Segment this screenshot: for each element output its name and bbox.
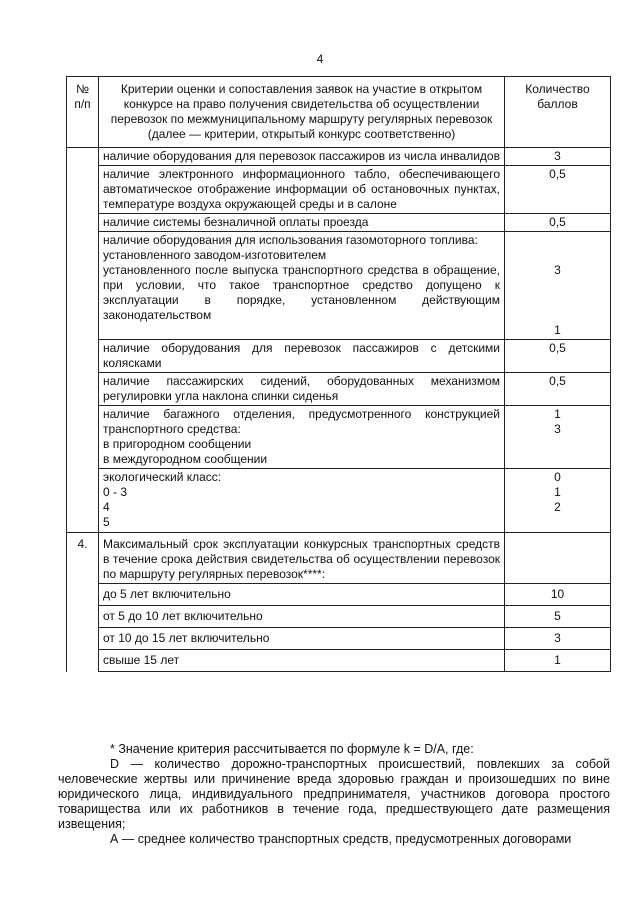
score-cell: 0,5	[505, 340, 611, 373]
table-row	[67, 650, 611, 672]
criteria-cell: наличие системы безналичной оплаты проезда	[99, 214, 505, 232]
score-cell: 3	[505, 628, 611, 650]
criteria-line: в междугородном сообщении	[103, 452, 268, 466]
criteria-line: 0 - 3	[103, 485, 128, 499]
score-value: 3	[554, 422, 561, 436]
criteria-line: 4	[103, 500, 110, 514]
header-score: Количество баллов	[505, 77, 611, 148]
score-value: 2	[554, 500, 561, 514]
criteria-cell	[99, 406, 505, 469]
table-row	[67, 533, 611, 584]
criteria-cell: до 5 лет включительно	[99, 584, 505, 606]
criteria-cell: от 10 до 15 лет включительно	[99, 628, 505, 650]
score-value: 1	[554, 407, 561, 421]
score-cell: 3	[505, 148, 611, 166]
criteria-line: установленного после выпуска транспортного средства в обращение, при условии, что такое транспортное средство допущено к эксплуатации в порядке, установленном действующим законодательством	[103, 263, 500, 322]
criteria-table	[66, 76, 611, 672]
table-header-row	[67, 77, 611, 148]
score-cell: 10	[505, 584, 611, 606]
criteria-cell	[99, 469, 505, 533]
table-row	[67, 606, 611, 628]
criteria-line: в пригородном сообщении	[103, 437, 252, 451]
footnotes	[58, 742, 610, 847]
criteria-cell: наличие электронного информационного табло, обеспечивающего автоматическое отображение информации об остановочных пунктах, температуре воздуха окружающей среды и в салоне	[99, 166, 505, 214]
table-row	[67, 406, 611, 469]
criteria-cell: наличие пассажирских сидений, оборудованных механизмом регулировки угла наклона спинки сиденья	[99, 373, 505, 406]
criteria-cell: наличие оборудования для перевозок пассажиров из числа инвалидов	[99, 148, 505, 166]
score-value: 1	[554, 485, 561, 499]
table-row	[67, 166, 611, 214]
score-cell: 0,5	[505, 166, 611, 214]
score-cell	[505, 406, 611, 469]
table-row	[67, 469, 611, 533]
table-row	[67, 148, 611, 166]
criteria-line: установленного заводом-изготовителем	[103, 248, 327, 262]
criteria-line: наличие оборудования для использования газомоторного топлива:	[103, 233, 478, 247]
table-row	[67, 232, 611, 340]
score-value: 0	[554, 470, 561, 484]
row-number: 4.	[67, 533, 99, 672]
score-cell: 0,5	[505, 373, 611, 406]
table-row	[67, 340, 611, 373]
score-cell	[505, 232, 611, 340]
criteria-line: экологический класс:	[103, 470, 222, 484]
table-row	[67, 373, 611, 406]
table-row	[67, 584, 611, 606]
score-cell	[505, 469, 611, 533]
d-definition: D — количество дорожно-транспортных происшествий, повлекших за собой человеческие жертвы или причинение вреда здоровью граждан и произошедших по вине юридического лица, индивидуального предпринимателя, участников договора простого товарищества или их работников в течение года, предшествующего дате размещения извещения;	[58, 757, 610, 831]
score-cell	[505, 533, 611, 584]
criteria-cell: наличие оборудования для перевозок пассажиров с детскими колясками	[99, 340, 505, 373]
score-value: 1	[554, 323, 561, 337]
table-row	[67, 214, 611, 232]
table-row	[67, 628, 611, 650]
a-definition: А — среднее количество транспортных средств, предусмотренных договорами	[110, 832, 572, 846]
criteria-line: наличие багажного отделения, предусмотренного конструкцией транспортного средства:	[103, 407, 500, 436]
score-cell: 0,5	[505, 214, 611, 232]
page-number: 4	[316, 52, 324, 66]
criteria-line: 5	[103, 515, 110, 529]
criteria-cell: свыше 15 лет	[99, 650, 505, 672]
row-number-empty	[67, 148, 99, 533]
score-value: 3	[554, 263, 561, 277]
header-criteria: Критерии оценки и сопоставления заявок на участие в открытом конкурсе на право получения свидетельства об осуществлении перевозок по межмуниципальному маршруту регулярных перевозок (далее — критерии, открытый конкурс соответственно)	[99, 77, 505, 148]
score-cell: 1	[505, 650, 611, 672]
header-number: № п/п	[67, 77, 99, 148]
criteria-cell	[99, 232, 505, 340]
criteria-cell: Максимальный срок эксплуатации конкурсных транспортных средств в течение срока действия свидетельства об осуществлении перевозок по маршруту регулярных перевозок****:	[99, 533, 505, 584]
formula-note: * Значение критерия рассчитывается по формуле k = D/A, где:	[110, 742, 474, 756]
score-cell: 5	[505, 606, 611, 628]
criteria-cell: от 5 до 10 лет включительно	[99, 606, 505, 628]
